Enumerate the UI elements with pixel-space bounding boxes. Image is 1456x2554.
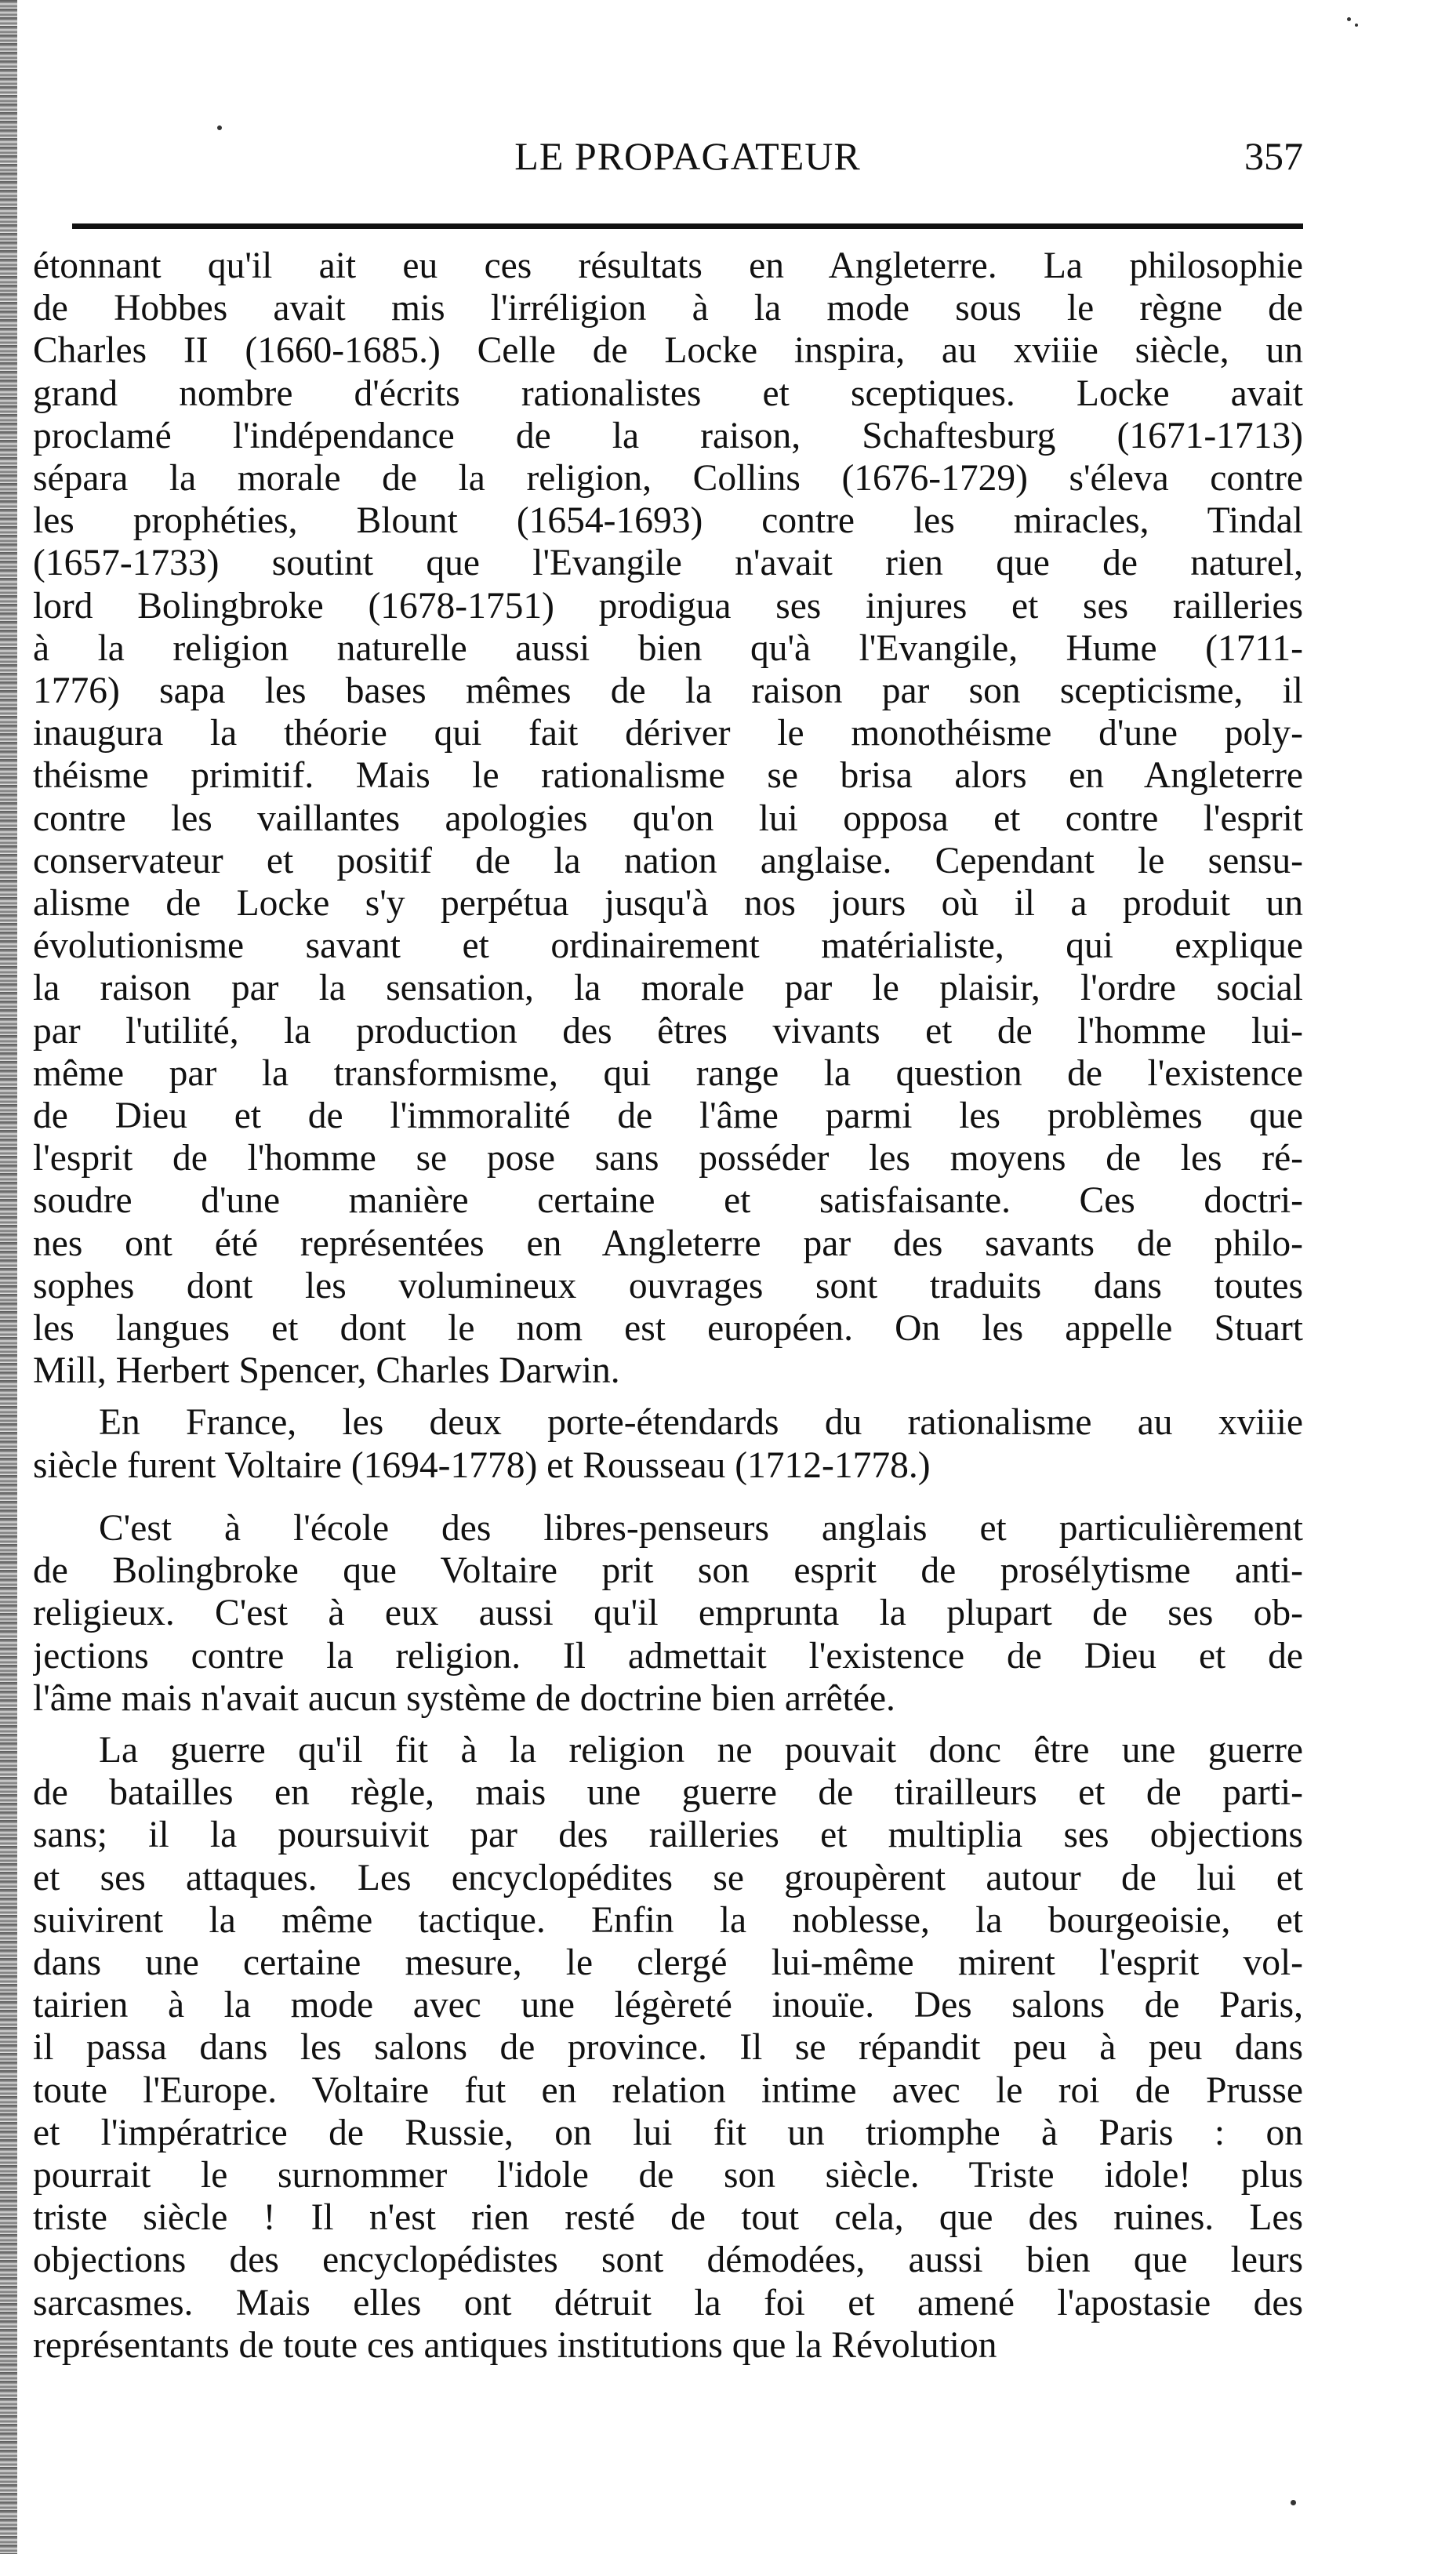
paragraph-gap	[33, 1720, 1303, 1729]
text-line: jections contre la religion. Il admettait l'existence de Dieu et de	[33, 1635, 1303, 1677]
text-line: toute l'Europe. Voltaire fut en relation intime avec le roi de Prusse	[33, 2069, 1303, 2111]
text-line: il passa dans les salons de province. Il se répandit peu à peu dans	[33, 2027, 1303, 2069]
text-line: étonnant qu'il ait eu ces résultats en Angleterre. La philosophie	[33, 245, 1303, 286]
text-line: pourrait le surnommer l'idole de son siècle. Triste idole! plus	[33, 2154, 1303, 2196]
text-line: tairien à la mode avec une légèreté inouïe. Des salons de Paris,	[33, 1985, 1303, 2026]
text-line: l'âme mais n'avait aucun système de doctrine bien arrêtée.	[33, 1677, 895, 1719]
text-line: objections des encyclopédistes sont démodées, aussi bien que leurs	[33, 2240, 1303, 2281]
text-line: grand nombre d'écrits rationalistes et sceptiques. Locke avait	[33, 372, 1303, 414]
text-line: de Hobbes avait mis l'irréligion à la mode sous le règne de	[33, 288, 1303, 329]
text-line: La guerre qu'il fit à la religion ne pouvait donc être une guerre	[99, 1729, 1303, 1771]
text-line: de Bolingbroke que Voltaire prit son esprit de prosélytisme anti-	[33, 1550, 1303, 1592]
text-line: les langues et dont le nom est européen. On les appelle Stuart	[33, 1308, 1303, 1350]
text-line: à la religion naturelle aussi bien qu'à l'Evangile, Hume (1711-	[33, 627, 1303, 669]
running-title: LE PROPAGATEUR	[514, 134, 861, 178]
paragraph	[33, 1729, 1303, 2367]
print-speck	[1347, 17, 1351, 21]
text-line: de Dieu et de l'immoralité de l'âme parmi les problèmes que	[33, 1095, 1303, 1137]
print-speck	[1291, 2500, 1296, 2505]
text-line: soudre d'une manière certaine et satisfaisante. Ces doctri-	[33, 1180, 1303, 1222]
paragraph	[33, 1401, 1303, 1486]
text-line: évolutionisme savant et ordinairement matérialiste, qui explique	[33, 925, 1303, 967]
paragraph-gap	[33, 1487, 1303, 1507]
page-header	[72, 133, 1303, 188]
paragraph	[33, 1507, 1303, 1720]
text-line: sarcasmes. Mais elles ont détruit la foi et amené l'apostasie des	[33, 2282, 1303, 2323]
text-line: lord Bolingbroke (1678-1751) prodigua ses injures et ses railleries	[33, 585, 1303, 627]
text-line: représentants de toute ces antiques institutions que la Révolution	[33, 2324, 997, 2366]
text-line: et ses attaques. Les encyclopédites se groupèrent autour de lui et	[33, 1857, 1303, 1898]
text-line: sophes dont les volumineux ouvrages sont traduits dans toutes	[33, 1265, 1303, 1306]
text-line: et l'impératrice de Russie, on lui fit un triomphe à Paris : on	[33, 2112, 1303, 2153]
text-line: (1657-1733) soutint que l'Evangile n'avait rien que de naturel,	[33, 543, 1303, 584]
text-line: siècle furent Voltaire (1694-1778) et Rousseau (1712-1778.)	[33, 1444, 931, 1486]
text-line: la raison par la sensation, la morale par le plaisir, l'ordre social	[33, 968, 1303, 1009]
text-line: dans une certaine mesure, le clergé lui-même mirent l'esprit vol-	[33, 1942, 1303, 1983]
book-binding-edge	[0, 0, 17, 2554]
text-line: inaugura la théorie qui fait dériver le monothéisme d'une poly-	[33, 713, 1303, 754]
text-line: Mill, Herbert Spencer, Charles Darwin.	[33, 1350, 620, 1392]
paragraph	[33, 245, 1303, 1392]
header-rule	[72, 223, 1303, 229]
text-line: l'esprit de l'homme se pose sans posséder les moyens de les ré-	[33, 1138, 1303, 1179]
text-line: conservateur et positif de la nation anglaise. Cependant le sensu-	[33, 840, 1303, 881]
text-line: nes ont été représentées en Angleterre par des savants de philo-	[33, 1223, 1303, 1264]
text-line: les prophéties, Blount (1654-1693) contre les miracles, Tindal	[33, 500, 1303, 542]
text-line: En France, les deux porte-étendards du rationalisme au xviiie	[99, 1402, 1303, 1444]
paragraph-gap	[33, 1392, 1303, 1401]
text-line: suivirent la même tactique. Enfin la noblesse, la bourgeoisie, et	[33, 1899, 1303, 1941]
text-line: triste siècle ! Il n'est rien resté de tout cela, que des ruines. Les	[33, 2197, 1303, 2239]
text-line: même par la transformisme, qui range la question de l'existence	[33, 1052, 1303, 1094]
print-speck	[1355, 24, 1358, 27]
text-line: contre les vaillantes apologies qu'on lui opposa et contre l'esprit	[33, 797, 1303, 839]
text-line: par l'utilité, la production des êtres vivants et de l'homme lui-	[33, 1010, 1303, 1052]
text-line: alisme de Locke s'y perpétua jusqu'à nos jours où il a produit un	[33, 883, 1303, 925]
body-text	[33, 245, 1303, 2367]
text-line: de batailles en règle, mais une guerre de tirailleurs et de parti-	[33, 1772, 1303, 1814]
text-line: C'est à l'école des libres-penseurs anglais et particulièrement	[99, 1507, 1303, 1549]
print-speck	[217, 125, 222, 130]
text-line: proclamé l'indépendance de la raison, Schaftesburg (1671-1713)	[33, 415, 1303, 456]
page-number: 357	[1244, 134, 1303, 178]
text-line: religieux. C'est à eux aussi qu'il emprunta la plupart de ses ob-	[33, 1593, 1303, 1634]
text-line: sépara la morale de la religion, Collins (1676-1729) s'éleva contre	[33, 458, 1303, 500]
text-line: sans; il la poursuivit par des railleries et multiplia ses objections	[33, 1815, 1303, 1856]
text-line: 1776) sapa les bases mêmes de la raison par son scepticisme, il	[33, 670, 1303, 712]
text-line: théisme primitif. Mais le rationalisme se brisa alors en Angleterre	[33, 755, 1303, 797]
text-line: Charles II (1660-1685.) Celle de Locke inspira, au xviiie siècle, un	[33, 330, 1303, 372]
